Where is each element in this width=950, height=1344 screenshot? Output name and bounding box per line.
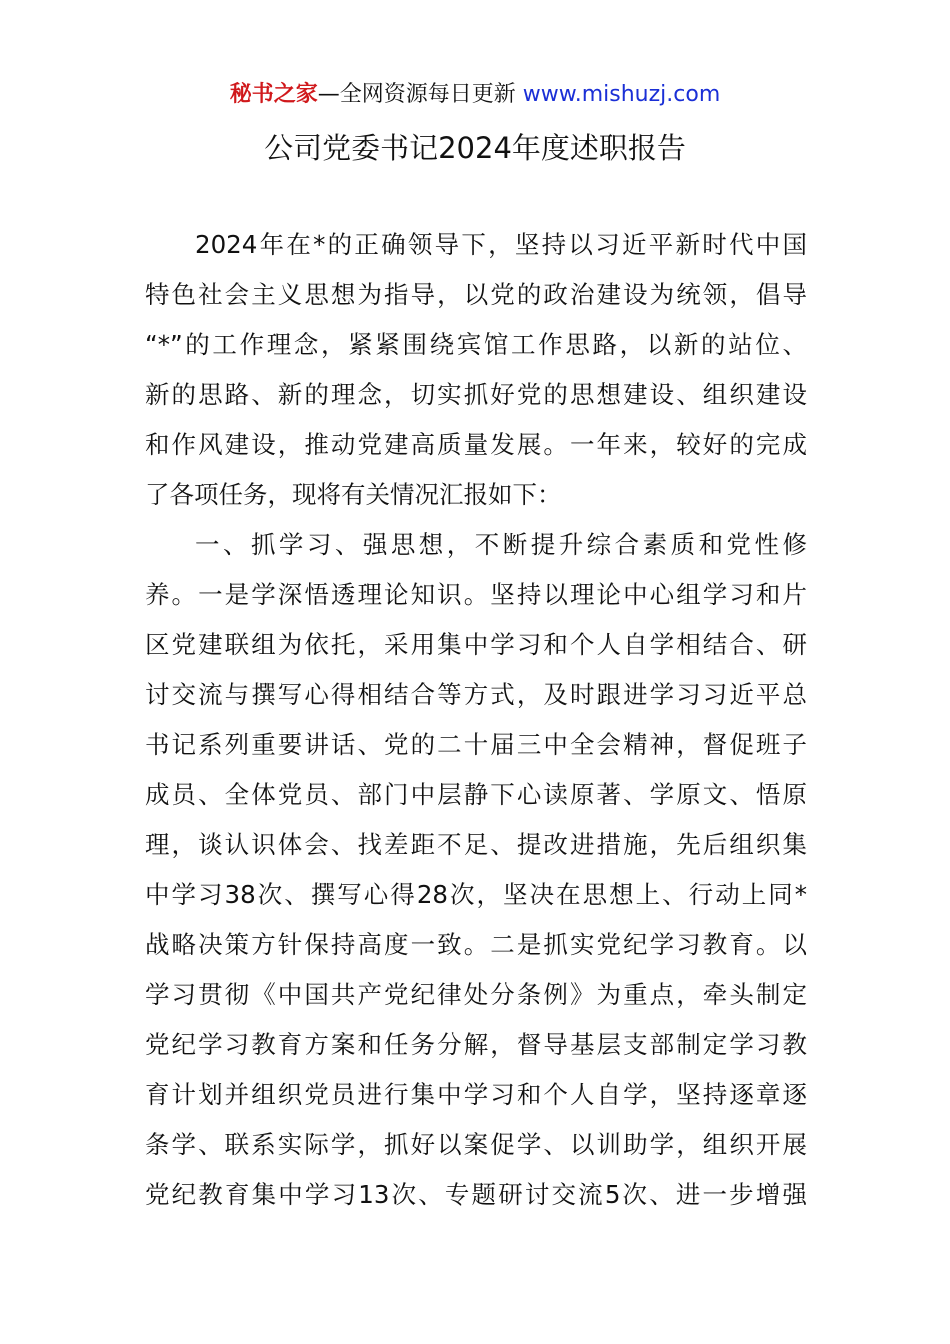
body-line: 和作风建设，推动党建高质量发展。一年来，较好的完成 xyxy=(145,430,807,459)
body-line: 党纪教育集中学习13次、专题研讨交流5次、进一步增强 xyxy=(145,1180,807,1209)
document-title: 公司党委书记2024年度述职报告 xyxy=(264,131,686,165)
body-line: 学习贯彻《中国共产党纪律处分条例》为重点，牵头制定 xyxy=(145,980,807,1009)
body-line: 理，谈认识体会、找差距不足、提改进措施，先后组织集 xyxy=(145,830,807,859)
body-line: 新的思路、新的理念，切实抓好党的思想建设、组织建设 xyxy=(145,380,807,409)
body-line: 区党建联组为依托，采用集中学习和个人自学相结合、研 xyxy=(145,630,807,659)
body-line: 中学习38次、撰写心得28次，坚决在思想上、行动上同* xyxy=(145,880,807,909)
body-line: 成员、全体党员、部门中层静下心读原著、学原文、悟原 xyxy=(145,780,807,809)
body-line: “*”的工作理念，紧紧围绕宾馆工作思路，以新的站位、 xyxy=(145,330,807,359)
body-line: 育计划并组织党员进行集中学习和个人自学，坚持逐章逐 xyxy=(145,1080,807,1109)
brand-name[interactable]: 秘书之家 xyxy=(229,82,318,107)
body-line: 特色社会主义思想为指导，以党的政治建设为统领，倡导 xyxy=(145,280,807,309)
body-line: 党纪学习教育方案和任务分解，督导基层支部制定学习教 xyxy=(145,1030,807,1059)
section-heading-line: 一、抓学习、强思想，不断提升综合素质和党性修 xyxy=(195,530,807,559)
body-line: 了各项任务，现将有关情况汇报如下： xyxy=(145,480,562,509)
body-line: 养。一是学深悟透理论知识。坚持以理论中心组学习和片 xyxy=(145,580,807,609)
header-tagline: —全网资源每日更新 xyxy=(317,82,523,107)
body-line: 讨交流与撰写心得相结合等方式，及时跟进学习习近平总 xyxy=(145,680,807,709)
body-line: 2024年在*的正确领导下，坚持以习近平新时代中国 xyxy=(195,230,807,259)
site-header xyxy=(0,80,950,110)
body-line: 条学、联系实际学，抓好以案促学、以训助学，组织开展 xyxy=(145,1130,807,1159)
site-url-link[interactable]: www.mishuzj.com xyxy=(522,82,721,107)
body-line: 书记系列重要讲话、党的二十届三中全会精神，督促班子 xyxy=(145,730,807,759)
body-line: 战略决策方针保持高度一致。二是抓实党纪学习教育。以 xyxy=(145,930,807,959)
